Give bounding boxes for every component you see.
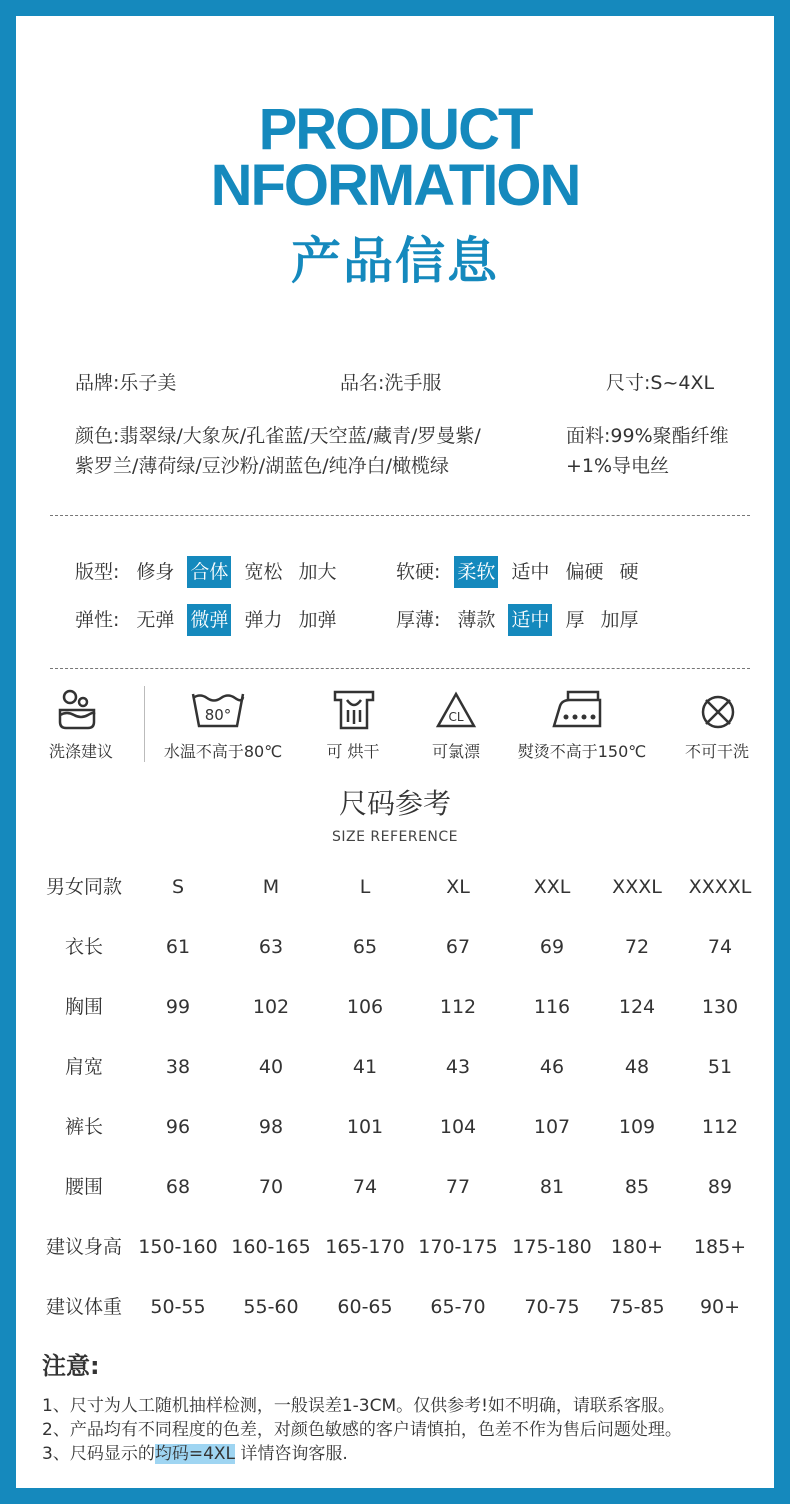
attribute-option: 硬 — [619, 561, 639, 583]
divider-dashed — [50, 515, 750, 516]
care-label-iron: 熨烫不高于150℃ — [517, 742, 647, 761]
attribute-option-selected: 合体 — [187, 556, 231, 588]
tumble-dry-icon — [331, 688, 377, 732]
size-value-cell: 75-85 — [609, 1296, 665, 1318]
size-value-cell: 185+ — [693, 1236, 747, 1258]
attribute-label: 厚薄: — [396, 609, 441, 631]
size-value-cell: 51 — [707, 1056, 733, 1078]
attribute-option: 加大 — [298, 561, 337, 583]
note-line-3-prefix: 3、尺码显示的 — [42, 1444, 155, 1464]
size-value-cell: 112 — [439, 996, 477, 1018]
size-value-cell: 43 — [445, 1056, 471, 1078]
size-value-cell: 107 — [533, 1116, 571, 1138]
size-value-cell: 50-55 — [150, 1296, 206, 1318]
size-value-cell: 165-170 — [325, 1236, 405, 1258]
attribute-softness — [396, 556, 651, 588]
size-value-cell: 70-75 — [524, 1296, 580, 1318]
size-value-cell: 96 — [165, 1116, 191, 1138]
size-value-cell: 60-65 — [337, 1296, 393, 1318]
size-value-cell: 101 — [346, 1116, 384, 1138]
size-value-cell: 61 — [165, 936, 191, 958]
attribute-label: 软硬: — [396, 561, 441, 583]
size-value-cell: 175-180 — [512, 1236, 592, 1258]
size-header-cell: M — [262, 876, 280, 898]
laundry-care-icon — [54, 688, 100, 732]
size-value-cell: 124 — [618, 996, 656, 1018]
size-value-cell: 55-60 — [243, 1296, 299, 1318]
title-english-line1: PRODUCT — [258, 97, 532, 162]
size-value-cell: 102 — [252, 996, 290, 1018]
attribute-label: 版型: — [75, 561, 120, 583]
size-value-cell: 104 — [439, 1116, 477, 1138]
size-row-label: 建议体重 — [45, 1296, 122, 1318]
care-title: 洗涤建议 — [48, 742, 113, 761]
size-table-subtitle: SIZE REFERENCE — [331, 829, 459, 845]
size-row-label: 胸围 — [64, 996, 103, 1018]
attribute-option: 加弹 — [298, 609, 337, 631]
attribute-option: 偏硬 — [565, 561, 604, 583]
size-header-cell: S — [171, 876, 185, 898]
no-dry-clean-icon — [698, 688, 738, 732]
title-english-line2: NFORMATION — [210, 153, 580, 218]
fabric-info-line1: 面料:99%聚酯纤维 — [566, 425, 729, 447]
size-value-cell: 69 — [539, 936, 565, 958]
note-highlight: 均码=4XL — [154, 1444, 236, 1464]
size-value-cell: 99 — [165, 996, 191, 1018]
size-range-info: 尺寸:S~4XL — [606, 372, 715, 394]
attribute-option: 厚 — [565, 609, 585, 631]
size-row-label: 裤长 — [64, 1116, 103, 1138]
product-name-info: 品名:洗手服 — [340, 372, 442, 394]
bleach-triangle-icon — [435, 688, 477, 732]
attribute-option-selected: 柔软 — [454, 556, 498, 588]
attribute-option: 适中 — [511, 561, 550, 583]
note-line-1: 1、尺寸为人工随机抽样检测，一般误差1-3CM。仅供参考!如不明确，请联系客服。 — [42, 1396, 675, 1416]
care-label-dry: 可 烘干 — [326, 742, 380, 761]
attribute-elastic — [75, 604, 349, 636]
size-header-cell: XXL — [533, 876, 571, 898]
size-row-label: 男女同款 — [45, 876, 122, 898]
size-table-title: 尺码参考 — [338, 787, 451, 820]
care-divider — [144, 686, 145, 762]
attribute-option-selected: 适中 — [508, 604, 552, 636]
size-value-cell: 77 — [445, 1176, 471, 1198]
attribute-thickness — [396, 604, 651, 636]
size-value-cell: 46 — [539, 1056, 565, 1078]
size-value-cell: 116 — [533, 996, 571, 1018]
attribute-label: 弹性: — [75, 609, 120, 631]
size-header-cell: XXXL — [612, 876, 662, 898]
title-chinese: 产品信息 — [291, 232, 499, 290]
size-value-cell: 68 — [165, 1176, 191, 1198]
size-row-label: 建议身高 — [45, 1236, 122, 1258]
size-row-label: 肩宽 — [64, 1056, 103, 1078]
size-value-cell: 63 — [258, 936, 284, 958]
size-value-cell: 70 — [258, 1176, 284, 1198]
size-value-cell: 74 — [352, 1176, 378, 1198]
size-value-cell: 89 — [707, 1176, 733, 1198]
brand-info: 品牌:乐子美 — [75, 372, 177, 394]
size-value-cell: 41 — [352, 1056, 378, 1078]
attribute-option: 宽松 — [244, 561, 283, 583]
note-line-2: 2、产品均有不同程度的色差，对颜色敏感的客户请慎拍，色差不作为售后问题处理。 — [42, 1420, 682, 1440]
attribute-option: 弹力 — [244, 609, 283, 631]
size-value-cell: 74 — [707, 936, 733, 958]
note-line-3-suffix: 详情咨询客服. — [235, 1444, 348, 1464]
size-row-label: 衣长 — [64, 936, 103, 958]
attribute-option-selected: 微弹 — [187, 604, 231, 636]
attribute-option: 修身 — [136, 561, 175, 583]
attribute-option: 薄款 — [457, 609, 496, 631]
size-value-cell: 160-165 — [231, 1236, 311, 1258]
wash-temperature-text: 80° — [204, 706, 232, 724]
notes-title: 注意: — [42, 1352, 100, 1380]
size-value-cell: 180+ — [610, 1236, 664, 1258]
size-value-cell: 98 — [258, 1116, 284, 1138]
color-info-line2: 紫罗兰/薄荷绿/豆沙粉/湖蓝色/纯净白/橄榄绿 — [75, 455, 450, 477]
attribute-option: 无弹 — [136, 609, 175, 631]
size-value-cell: 170-175 — [418, 1236, 498, 1258]
size-value-cell: 106 — [346, 996, 384, 1018]
care-label-dry-clean: 不可干洗 — [684, 742, 749, 761]
divider-dashed — [50, 668, 750, 669]
size-value-cell: 65 — [352, 936, 378, 958]
wash-tub-icon — [190, 688, 246, 732]
attribute-option: 加厚 — [600, 609, 639, 631]
size-row-label: 腰围 — [64, 1176, 103, 1198]
size-value-cell: 65-70 — [430, 1296, 486, 1318]
size-header-cell: L — [359, 876, 371, 898]
size-value-cell: 38 — [165, 1056, 191, 1078]
size-value-cell: 130 — [701, 996, 739, 1018]
size-value-cell: 72 — [624, 936, 650, 958]
size-value-cell: 150-160 — [138, 1236, 218, 1258]
size-value-cell: 90+ — [699, 1296, 741, 1318]
size-value-cell: 85 — [624, 1176, 650, 1198]
iron-icon — [550, 688, 604, 732]
color-info-line1: 颜色:翡翠绿/大象灰/孔雀蓝/天空蓝/藏青/罗曼紫/ — [75, 425, 481, 447]
size-value-cell: 67 — [445, 936, 471, 958]
size-value-cell: 81 — [539, 1176, 565, 1198]
bleach-text: CL — [448, 710, 464, 724]
size-value-cell: 112 — [701, 1116, 739, 1138]
size-value-cell: 48 — [624, 1056, 650, 1078]
size-header-cell: XXXXL — [688, 876, 752, 898]
note-line-3 — [42, 1442, 348, 1466]
fabric-info-line2: +1%导电丝 — [566, 455, 670, 477]
care-label-bleach: 可氯漂 — [431, 742, 480, 761]
size-value-cell: 40 — [258, 1056, 284, 1078]
attribute-fit — [75, 556, 349, 588]
care-label-wash: 水温不高于80℃ — [163, 742, 283, 761]
size-header-cell: XL — [446, 876, 470, 898]
size-value-cell: 109 — [618, 1116, 656, 1138]
